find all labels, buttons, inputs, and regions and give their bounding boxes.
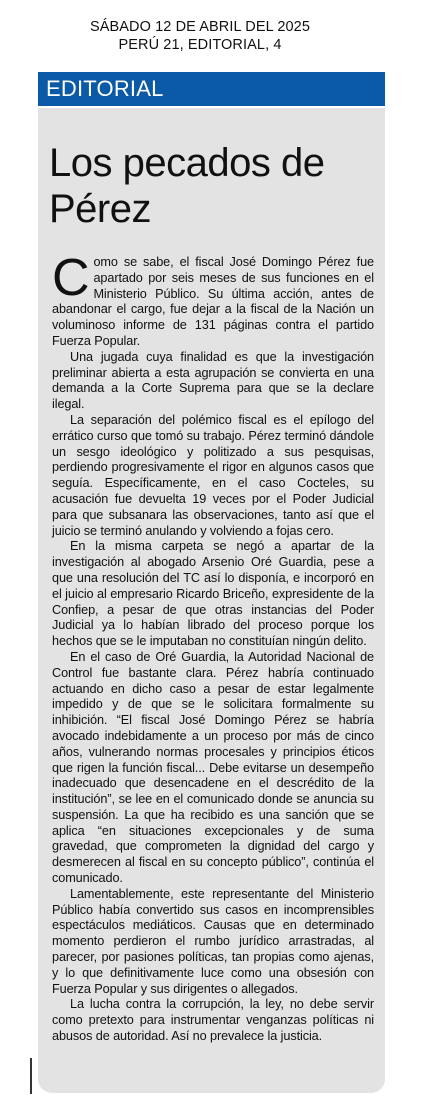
article-paragraph-1 — [52, 249, 374, 350]
page-header — [0, 18, 400, 54]
article-headline: Los pecados de Pérez — [49, 141, 325, 231]
article-paragraph-6: Lamentablemente, este representante del Ministerio Público había convertido sus casos en incomprensibles espectáculos mediáticos. Causas que en determinado momento perdieron el rumbo jurídico arrastradas, al parecer, por pasiones políticas, tan propias como ajenas, y lo que definitivamente luce como una obsesión con Fuerza Popular y sus dirigentes o allegados. — [52, 886, 374, 996]
article-body — [52, 249, 374, 1045]
section-bar — [38, 72, 385, 106]
article-paragraph-2: Una jugada cuya finalidad es que la investigación preliminar abierta a esta agrupación se convierta en una demanda a la Corte Suprema para que se la declare ilegal. — [52, 349, 374, 412]
section-label: EDITORIAL — [46, 76, 164, 101]
date-line: SÁBADO 12 DE ABRIL DEL 2025 — [89, 19, 311, 35]
first-paragraph-text: omo se sabe, el fiscal José Domingo Pérez fue apartado por seis meses de sus funciones en el Ministerio Público. Su última acción, antes de abandonar el cargo, fue dejar a la fiscal de la Nación un voluminoso informe de 131 páginas contra el partido Fuerza Popular. — [52, 255, 374, 348]
article-paragraph-5: En el caso de Oré Guardia, la Autoridad Nacional de Control fue bastante clara. Pérez habría continuado actuando en dicho caso a pesar de estar legalmente impedido y de que se le solicitara formalmente su inhibición. “El fiscal José Domingo Pérez se habría avocado indebidamente a un proceso por más de cinco años, vulnerando normas procesales y principios éticos que rigen la función fiscal... Debe evitarse un desempeño inadecuado que desencadene en el descrédito de la institución”, se lee en el comunicado donde se anuncia su suspensión. La que ha recibido es una sanción que se aplica “en situaciones excepcionales y de suma gravedad, que comprometen la dignidad del cargo y desmerecen al fiscal en su concepto público”, continúa el comunicado. — [52, 649, 374, 886]
scan-edge-mark — [30, 1058, 32, 1094]
article-paragraph-4: En la misma carpeta se negó a apartar de la investigación al abogado Arsenio Oré Guardia, pese a que una resolución del TC así lo disponía, e incorporó en el juicio al empresario Ricardo Briceño, expresidente de la Confiep, a pesar de que otras instancias del Poder Judicial ya lo habían librado del proceso porque los hechos que se le imputaban no constituían ningún delito. — [52, 539, 374, 649]
article-paragraph-3: La separación del polémico fiscal es el epílogo del errático curso que tomó su trabajo. Pérez terminó dándole un sesgo ideológico y politizado a sus pesquisas, perdiendo progresivamente el rigor en algunos casos que seguía. Específicamente, en el caso Cocteles, su acusación fue devuelta 19 veces por el Poder Judicial para que subsanara las observaciones, tanto así que el juicio se terminó anulando y volviendo a fojas cero. — [52, 412, 374, 538]
article-paragraph-7: La lucha contra la corrupción, la ley, no debe servir como pretexto para instrumentar venganzas políticas ni abusos de autoridad. Así no prevalece la justicia. — [52, 997, 374, 1044]
drop-cap: C — [52, 249, 90, 307]
source-line: PERÚ 21, EDITORIAL, 4 — [118, 37, 282, 53]
